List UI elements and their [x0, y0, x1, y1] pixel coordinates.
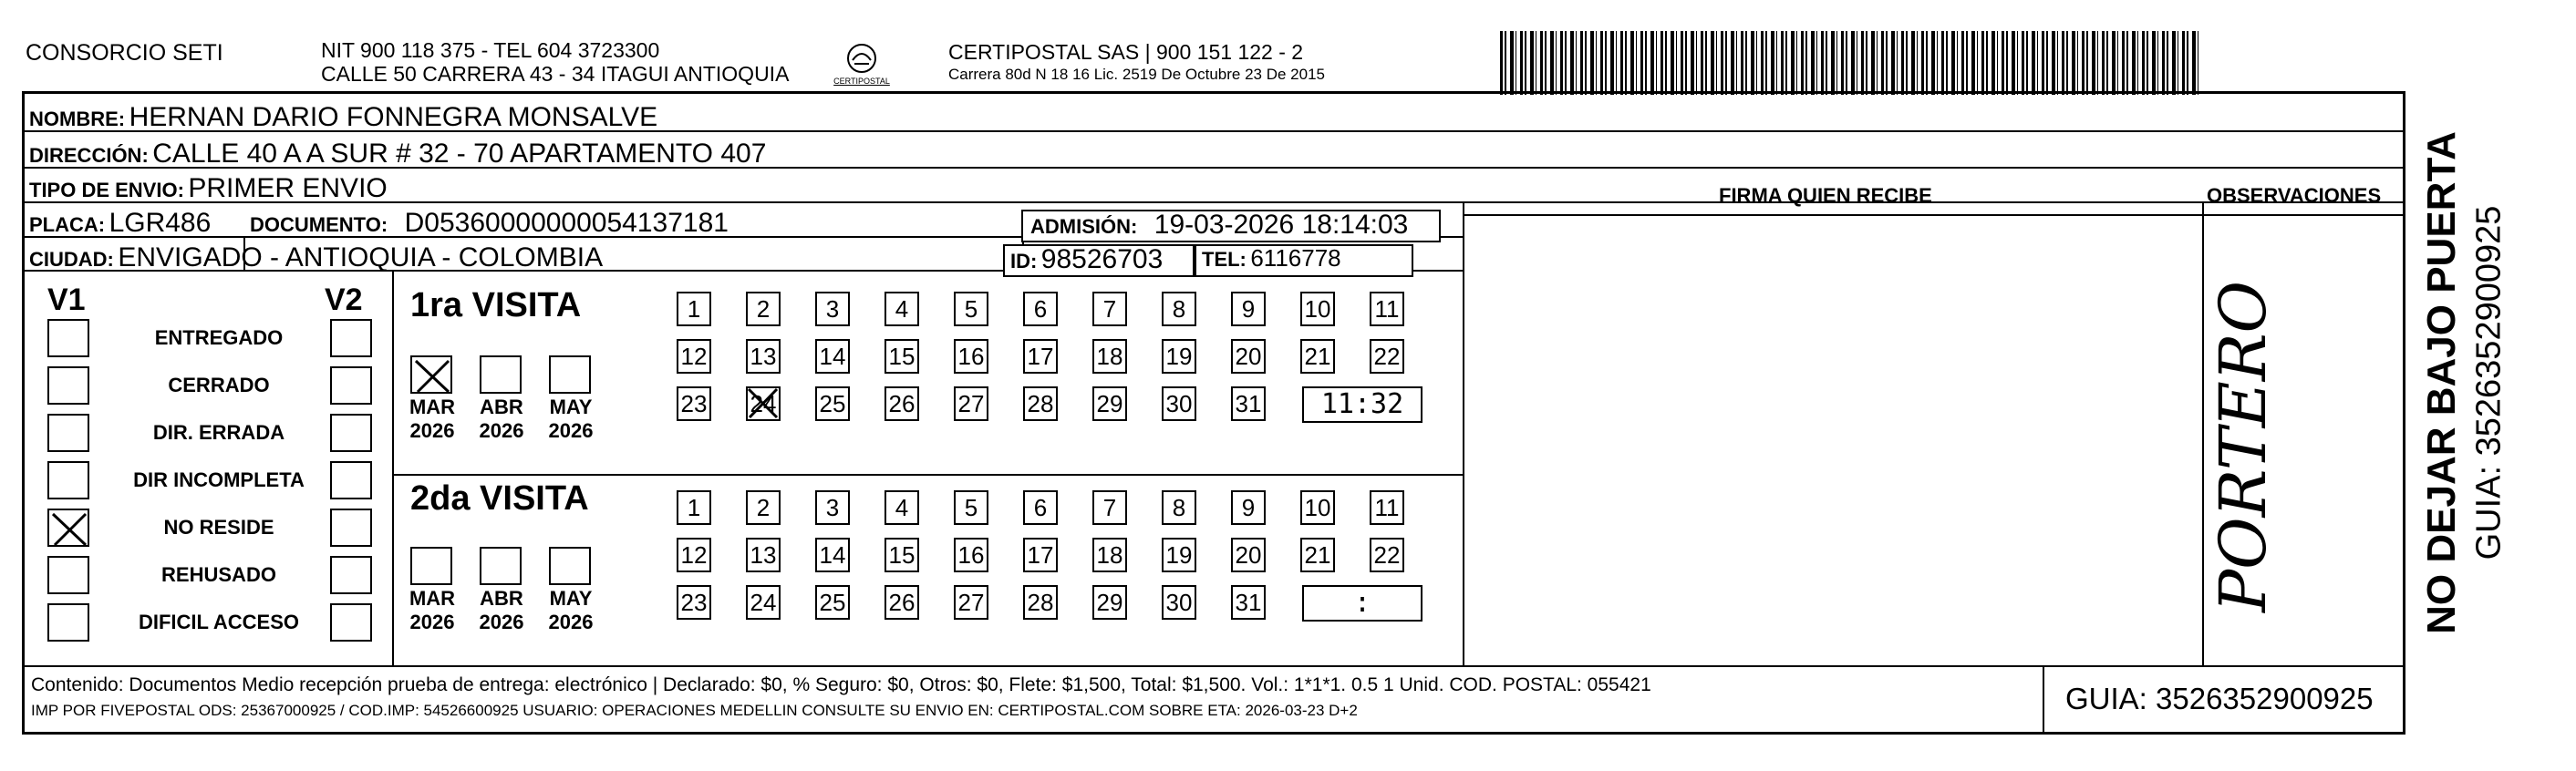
day-box[interactable]: 10 [1300, 490, 1335, 525]
tel-value: 6116778 [1250, 244, 1341, 272]
status-label: ENTREGADO [154, 326, 284, 349]
second-visit-label: 2da VISITA [410, 479, 589, 518]
status-label: REHUSADO [161, 563, 276, 586]
day-box[interactable]: 12 [677, 538, 711, 572]
day-box[interactable]: 18 [1092, 538, 1127, 572]
side-text [2416, 118, 2535, 647]
v1-checkbox[interactable] [47, 556, 89, 594]
day-box[interactable]: 3 [815, 292, 850, 326]
check-mark-icon [412, 357, 454, 396]
month-label: ABR [480, 587, 523, 610]
month-checkbox[interactable] [480, 547, 522, 585]
month-checkbox[interactable] [480, 355, 522, 394]
year-label: 2026 [409, 419, 455, 442]
v2-checkbox[interactable] [330, 556, 372, 594]
day-box[interactable]: 1 [677, 490, 711, 525]
day-box[interactable]: 1 [677, 292, 711, 326]
day-box[interactable]: 8 [1162, 490, 1196, 525]
company-name: CONSORCIO SETI [26, 40, 223, 66]
day-box[interactable]: 19 [1162, 538, 1196, 572]
day-box[interactable]: 20 [1231, 339, 1266, 374]
day-box[interactable]: 24 [746, 585, 781, 620]
side-line2: GUIA: 3526352900925 [2469, 205, 2509, 560]
month-checkbox[interactable] [410, 547, 452, 585]
logo-text: CERTIPOSTAL [833, 77, 890, 86]
ciudad-label: CIUDAD: [29, 248, 114, 271]
day-box[interactable]: 31 [1231, 386, 1266, 421]
day-box[interactable]: 5 [954, 292, 988, 326]
certipostal-logo [825, 40, 898, 95]
status-label: DIR. ERRADA [152, 421, 285, 444]
month-label: MAY [549, 396, 593, 418]
v1-checkbox[interactable] [47, 603, 89, 642]
day-box[interactable]: 29 [1092, 386, 1127, 421]
day-box[interactable]: 12 [677, 339, 711, 374]
nit-line1: NIT 900 118 375 - TEL 604 3723300 [321, 38, 660, 62]
v1-checkbox[interactable] [47, 414, 89, 452]
day-box[interactable]: 4 [885, 292, 919, 326]
nombre-value: HERNAN DARIO FONNEGRA MONSALVE [129, 102, 658, 132]
v1-checkbox[interactable] [47, 319, 89, 357]
day-box[interactable]: 14 [815, 538, 850, 572]
v1-checkbox[interactable] [47, 509, 89, 547]
admision-value: 19-03-2026 18:14:03 [1154, 210, 1409, 240]
year-label: 2026 [409, 611, 455, 633]
tel-label: TEL: [1202, 248, 1247, 271]
documento-value: D05360000000054137181 [404, 208, 729, 238]
v1-checkbox[interactable] [47, 461, 89, 499]
certipostal-logo-icon [825, 40, 898, 95]
day-box[interactable]: 8 [1162, 292, 1196, 326]
day-box[interactable]: 6 [1023, 292, 1058, 326]
day-box[interactable]: 7 [1092, 292, 1127, 326]
day-box[interactable]: 3 [815, 490, 850, 525]
day-box[interactable]: 30 [1162, 386, 1196, 421]
day-box[interactable]: 26 [885, 386, 919, 421]
status-label: DIR INCOMPLETA [133, 468, 305, 491]
documento-label: DOCUMENTO: [250, 213, 388, 236]
placa-value: LGR486 [109, 208, 212, 238]
day-box[interactable]: 30 [1162, 585, 1196, 620]
day-box[interactable]: 25 [815, 386, 850, 421]
day-box[interactable]: 2 [746, 490, 781, 525]
day-box[interactable]: 13 [746, 538, 781, 572]
status-label: NO RESIDE [163, 516, 274, 539]
day-box[interactable]: 9 [1231, 292, 1266, 326]
day-box[interactable]: 31 [1231, 585, 1266, 620]
day-box[interactable]: 24 [746, 386, 781, 421]
day-box[interactable]: 6 [1023, 490, 1058, 525]
v2-checkbox[interactable] [330, 509, 372, 547]
time-box[interactable]: 11:32 [1302, 386, 1422, 423]
day-box[interactable]: 26 [885, 585, 919, 620]
time-box[interactable]: : [1302, 585, 1422, 622]
day-box[interactable]: 16 [954, 339, 988, 374]
placa-label: PLACA: [29, 213, 106, 236]
day-box[interactable]: 28 [1023, 585, 1058, 620]
day-box[interactable]: 25 [815, 585, 850, 620]
day-box[interactable]: 9 [1231, 490, 1266, 525]
day-box[interactable]: 21 [1300, 538, 1335, 572]
id-value: 98526703 [1040, 244, 1164, 274]
footer-line1: Contenido: Documentos Medio recepción prueba de entrega: electrónico | Declarado: $0, % Seguro: $0, Otros: $0, Flete: $1,500, Total: $1,500. Vol.: 1*1*1. 0.5 1 Unid. COD. POSTAL: 055421 [31, 674, 1651, 695]
nit-line2: CALLE 50 CARRERA 43 - 34 ITAGUI ANTIOQUIA [321, 62, 790, 86]
day-box[interactable]: 29 [1092, 585, 1127, 620]
nombre-label: NOMBRE: [29, 108, 126, 130]
day-box[interactable]: 4 [885, 490, 919, 525]
first-visit-label: 1ra VISITA [410, 286, 582, 324]
day-box[interactable]: 20 [1231, 538, 1266, 572]
month-checkbox[interactable] [410, 355, 452, 394]
certipostal-line2: Carrera 80d N 18 16 Lic. 2519 De Octubre 23 De 2015 [948, 66, 1325, 83]
day-box[interactable]: 18 [1092, 339, 1127, 374]
day-box[interactable]: 28 [1023, 386, 1058, 421]
day-box[interactable]: 7 [1092, 490, 1127, 525]
ciudad-value: ENVIGADO - ANTIOQUIA - COLOMBIA [118, 242, 604, 272]
certipostal-line1: CERTIPOSTAL SAS | 900 151 122 - 2 [948, 40, 1304, 64]
tipo-envio-label: TIPO DE ENVIO: [29, 179, 184, 201]
status-label: DIFICIL ACCESO [138, 611, 299, 633]
id-label: ID: [1010, 250, 1038, 272]
day-box[interactable]: 15 [885, 339, 919, 374]
month-label: MAR [409, 396, 456, 418]
day-box[interactable]: 16 [954, 538, 988, 572]
month-label: ABR [480, 396, 523, 418]
day-box[interactable]: 5 [954, 490, 988, 525]
tipo-envio-value: PRIMER ENVIO [188, 173, 388, 203]
month-checkbox[interactable] [549, 355, 591, 394]
day-box[interactable]: 27 [954, 386, 988, 421]
day-box[interactable]: 22 [1370, 538, 1404, 572]
day-box[interactable]: 15 [885, 538, 919, 572]
day-box[interactable]: 23 [677, 386, 711, 421]
month-label: MAY [549, 587, 593, 610]
year-label: 2026 [548, 419, 594, 442]
footer-line2: IMP POR FIVEPOSTAL ODS: 25367000925 / COD.IMP: 54526600925 USUARIO: OPERACIONES MEDELLIN CONSULTE SU ENVIO EN: CERTIPOSTAL.COM SOBRE ETA: 2026-03-23 D+2 [31, 702, 1358, 719]
check-mark-icon [49, 510, 91, 549]
month-checkbox[interactable] [549, 547, 591, 585]
day-box[interactable]: 23 [677, 585, 711, 620]
v1-label: V1 [47, 283, 86, 317]
day-box[interactable]: 13 [746, 339, 781, 374]
observaciones-handwritten: PORTERO [2206, 281, 2281, 612]
day-box[interactable]: 11 [1370, 292, 1404, 326]
day-box[interactable]: 22 [1370, 339, 1404, 374]
day-box[interactable]: 17 [1023, 538, 1058, 572]
year-label: 2026 [479, 419, 524, 442]
v1-checkbox[interactable] [47, 366, 89, 405]
day-box[interactable]: 2 [746, 292, 781, 326]
month-label: MAR [409, 587, 456, 610]
v2-checkbox[interactable] [330, 366, 372, 405]
direccion-label: DIRECCIÓN: [29, 144, 149, 167]
observaciones-label: OBSERVACIONES [2207, 184, 2382, 207]
day-box[interactable]: 10 [1300, 292, 1335, 326]
day-box[interactable]: 27 [954, 585, 988, 620]
year-label: 2026 [548, 611, 594, 633]
v2-checkbox[interactable] [330, 319, 372, 357]
admision-label: ADMISIÓN: [1030, 215, 1138, 238]
day-box[interactable]: 14 [815, 339, 850, 374]
year-label: 2026 [479, 611, 524, 633]
day-box[interactable]: 19 [1162, 339, 1196, 374]
day-box[interactable]: 21 [1300, 339, 1335, 374]
check-mark-icon [746, 386, 781, 421]
status-label: CERRADO [168, 374, 270, 396]
day-box[interactable]: 17 [1023, 339, 1058, 374]
day-box[interactable]: 11 [1370, 490, 1404, 525]
footer-guia: GUIA: 3526352900925 [2065, 682, 2374, 715]
v2-checkbox[interactable] [330, 414, 372, 452]
v2-label: V2 [325, 283, 363, 317]
firma-label: FIRMA QUIEN RECIBE [1719, 184, 1932, 207]
direccion-value: CALLE 40 A A SUR # 32 - 70 APARTAMENTO 407 [152, 139, 767, 169]
side-line1: NO DEJAR BAJO PUERTA [2419, 131, 2464, 634]
v2-checkbox[interactable] [330, 461, 372, 499]
v2-checkbox[interactable] [330, 603, 372, 642]
barcode [1500, 31, 2202, 95]
